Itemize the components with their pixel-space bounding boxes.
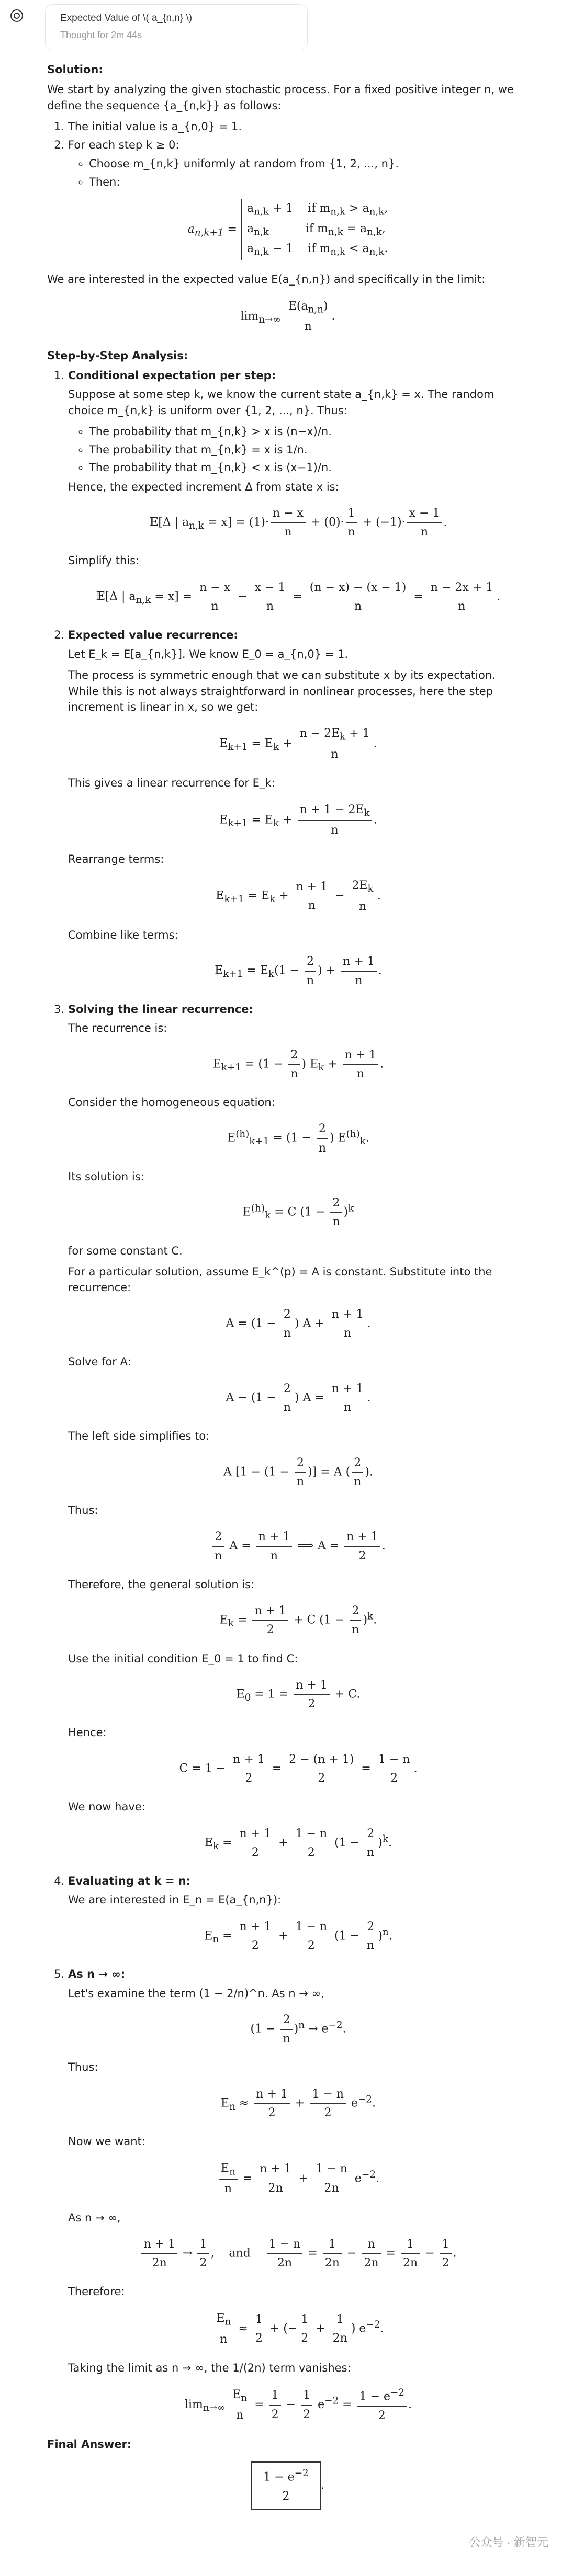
probability-list bbox=[68, 424, 529, 475]
step-text: Rearrange terms: bbox=[68, 852, 164, 865]
equation: $\lim_{n\to\infty}$ $\frac{E_n}{n}$ = $\frac{1}{2}$ − $\frac{1}{2}$ $e^{-2}$ = $\frac{1 - e^{-2}}{2}$ . bbox=[68, 2385, 529, 2425]
step-text: Consider the homogeneous equation: bbox=[68, 1096, 275, 1109]
openai-logo-icon bbox=[9, 8, 24, 23]
step-title: Conditional expectation per step: bbox=[68, 369, 276, 382]
step-text: We are interested in E_n = E(a_{n,n}): bbox=[68, 1894, 282, 1907]
equation: $E_k$ = $\frac{n + 1}{2}$ + $\frac{1 - n}{2}$ (1 − $\frac{2}{n}$ )$^k$. bbox=[68, 1825, 529, 1862]
step-text: Hence: bbox=[68, 1726, 107, 1739]
step-title: Expected value recurrence: bbox=[68, 629, 238, 642]
limit-expression: $\lim_{n\to\infty}$ $\frac{E(a_{n,n})}{n}$ . bbox=[47, 297, 529, 336]
step-text: The process is symmetric enough that we can substitute x by its expectation. While this is not always straightforward in nonlinear processes, here the step increment is linear in x, so we get: bbox=[68, 669, 496, 713]
sub-list bbox=[68, 156, 529, 190]
equation: $E_n$ ≈ $\frac{n + 1}{2}$ + $\frac{1 - n}{2}$ $e^{-2}$. bbox=[68, 2085, 529, 2122]
equation: $E_k$ = $\frac{n + 1}{2}$ + C (1 − $\frac{2}{n}$ )$^k$. bbox=[68, 1602, 529, 1639]
watermark: 公众号 · 新智元 bbox=[469, 2536, 548, 2549]
list-item: 1. The initial value is a_{n,0} = 1. bbox=[68, 119, 529, 134]
step-text: Its solution is: bbox=[68, 1170, 144, 1183]
step-title: As n → ∞: bbox=[68, 1968, 126, 1981]
step-text: The left side simplifies to: bbox=[68, 1430, 210, 1443]
step-4 bbox=[68, 1873, 529, 1955]
intro-text: We start by analyzing the given stochastic process. For a fixed positive integer n, we define the sequence {a_{n,k}} as follows: bbox=[47, 83, 514, 112]
step-title: Solving the linear recurrence: bbox=[68, 1002, 253, 1016]
equation: $\frac{n + 1}{2n}$ → $\frac{1}{2}$ , and $\frac{1 - n}{2n}$ = $\frac{1}{2n}$ − $\frac{n}{2n}$ = $\frac{1}{2n}$ − $\frac{1}{2}$ . bbox=[68, 2235, 529, 2272]
answer-content bbox=[47, 62, 529, 2521]
final-answer: $\frac{1 - e^{-2}}{2}$ . bbox=[47, 2461, 529, 2510]
list-item: ◦ The probability that m_{n,k} = x is 1/n. bbox=[89, 442, 529, 458]
equation: 𝔼[Δ | $a_{n,k} = x$] = $\frac{n - x}{n}$ − $\frac{x - 1}{n}$ = $\frac{(n - x) - (x - 1)}{n}$ = $\frac{n - 2x + 1}{n}$ . bbox=[68, 578, 529, 615]
piecewise-cases: $a_{n,k} + 1$ if $m_{n,k} > a_{n,k}$, $a_{n,k}$ if $m_{n,k} = a_{n,k}$, $a_{n,k} - 1$ if $m_{n,k} < a_{n,k}$. bbox=[241, 199, 388, 260]
step-text: This gives a linear recurrence for E_k: bbox=[68, 777, 275, 790]
list-item: ◦ The probability that m_{n,k} > x is (n−x)/n. bbox=[89, 424, 529, 439]
list-item: ◦ Choose m_{n,k} uniformly at random from {1, 2, ..., n}. bbox=[89, 156, 529, 172]
step-text: We now have: bbox=[68, 1800, 145, 1814]
final-heading: Final Answer: bbox=[47, 2437, 132, 2450]
definition-list bbox=[47, 119, 529, 190]
equation: C = 1 − $\frac{n + 1}{2}$ = $\frac{2 - (n + 1)}{2}$ = $\frac{1 - n}{2}$ . bbox=[68, 1750, 529, 1787]
step-2 bbox=[68, 627, 529, 990]
step-3 bbox=[68, 1001, 529, 1862]
step-text: The recurrence is: bbox=[68, 1022, 167, 1035]
step-title: Evaluating at k = n: bbox=[68, 1874, 191, 1887]
step-5 bbox=[68, 1966, 529, 2425]
step-text: Combine like terms: bbox=[68, 928, 178, 941]
step-text: Let's examine the term (1 − 2/n)^n. As n → ∞, bbox=[68, 1987, 324, 2000]
equation: 𝔼[Δ | $a_{n,k} = x] = (1)\cdot$ $\frac{n - x}{n}$ + (0)· $\frac{1}{n}$ + (−1)· $\frac{x - 1}{n}$ . bbox=[68, 504, 529, 541]
equation: $\frac{E_n}{n}$ ≈ $\frac{1}{2}$ + (− $\frac{1}{2}$ + $\frac{1}{2n}$ ) $e^{-2}$. bbox=[68, 2309, 529, 2349]
step-text: Now we want: bbox=[68, 2135, 145, 2148]
step-text: Therefore: bbox=[68, 2285, 125, 2298]
equation: $E^{(h)}_k = C$ (1 − $\frac{2}{n}$ )$^k$ bbox=[68, 1194, 529, 1231]
step-text: Therefore, the general solution is: bbox=[68, 1578, 255, 1591]
interest-text: We are interested in the expected value E(a_{n,n}) and specifically in the limit: bbox=[47, 273, 486, 286]
list-item bbox=[68, 137, 529, 190]
step-text: Simplify this: bbox=[68, 554, 140, 567]
equation: A − (1 − $\frac{2}{n}$ ) A = $\frac{n + 1}{n}$ . bbox=[68, 1380, 529, 1417]
step-text: As n → ∞, bbox=[68, 2211, 121, 2224]
step-text: Taking the limit as n → ∞, the 1/(2n) term vanishes: bbox=[68, 2361, 351, 2374]
step-text: Use the initial condition E_0 = 1 to find C: bbox=[68, 1652, 298, 1665]
step-text: For a particular solution, assume E_k^(p) = A is constant. Substitute into the recurrence: bbox=[68, 1266, 492, 1294]
solution-heading: Solution: bbox=[47, 63, 103, 76]
equation: A [1 − (1 − $\frac{2}{n}$ )] = A ( $\frac{2}{n}$ ). bbox=[68, 1454, 529, 1491]
equation: $\frac{E_n}{n}$ = $\frac{n + 1}{2n}$ + $\frac{1 - n}{2n}$ $e^{-2}$. bbox=[68, 2159, 529, 2198]
step-text: for some constant C. bbox=[68, 1244, 183, 1257]
equation: $E_{k+1} = E_k$ + $\frac{n + 1}{n}$ − $\frac{2E_k}{n}$ . bbox=[68, 876, 529, 916]
equation: $E^{(h)}_{k+1} = (1$ − $\frac{2}{n}$ ) $E^{(h)}_k$. bbox=[68, 1120, 529, 1157]
analysis-steps bbox=[47, 368, 529, 2425]
step-text: Suppose at some step k, we know the current state a_{n,k} = x. The random choice m_{n,k} is uniform over {1, 2, ..., n}. Thus: bbox=[68, 388, 494, 417]
step-text: Thus: bbox=[68, 2061, 98, 2074]
equation: $E_n$ = $\frac{n + 1}{2}$ + $\frac{1 - n}{2}$ (1 − $\frac{2}{n}$ )$^n$. bbox=[68, 1918, 529, 1955]
equation: $E_{k+1} = (1$ − $\frac{2}{n}$ ) $E_k$ + $\frac{n + 1}{n}$ . bbox=[68, 1046, 529, 1083]
thought-title: Expected Value of \( a_{n,n} \) bbox=[60, 13, 193, 24]
equation: $E_{k+1} = E_k$ + $\frac{n - 2E_k + 1}{n}$ . bbox=[68, 724, 529, 763]
equation: $E_{k+1} = E_k(1$ − $\frac{2}{n}$ ) + $\frac{n + 1}{n}$ . bbox=[68, 952, 529, 989]
equation: A = (1 − $\frac{2}{n}$ ) A + $\frac{n + 1}{n}$ . bbox=[68, 1305, 529, 1342]
equation: $E_0 = 1$ = $\frac{n + 1}{2}$ + C. bbox=[68, 1676, 529, 1713]
equation: $\frac{2}{n}$ A = $\frac{n + 1}{n}$ ⟹ A = $\frac{n + 1}{2}$ . bbox=[68, 1528, 529, 1565]
step-text: Solve for A: bbox=[68, 1355, 131, 1369]
list-item: ◦ Then: bbox=[89, 174, 529, 190]
step-text: Hence, the expected increment Δ from state x is: bbox=[68, 480, 339, 493]
equation: (1 − $\frac{2}{n}$ )$^n \to e^{-2}$. bbox=[68, 2011, 529, 2048]
for-each-label: For each step k ≥ 0: bbox=[68, 138, 179, 151]
analysis-heading: Step-by-Step Analysis: bbox=[47, 349, 188, 362]
thought-duration: Thought for 2m 44s bbox=[60, 30, 142, 40]
step-text: Let E_k = E[a_{n,k}]. We know E_0 = a_{n,0} = 1. bbox=[68, 647, 349, 660]
step-text: Thus: bbox=[68, 1503, 98, 1517]
piecewise-definition: $a_{n,k+1} = a_{n,k} + 1$ if $m_{n,k} > a_{n,k}$, $a_{n,k}$ if $m_{n,k} = a_{n,k}$, $a_{n,k} - 1$ if $m_{n,k} < a_{n,k}$. bbox=[47, 199, 529, 260]
step-1 bbox=[68, 368, 529, 615]
equation: $E_{k+1} = E_k$ + $\frac{n + 1 - 2E_k}{n}$ . bbox=[68, 801, 529, 840]
list-item: ◦ The probability that m_{n,k} < x is (x−1)/n. bbox=[89, 460, 529, 475]
thought-summary[interactable] bbox=[45, 4, 308, 50]
